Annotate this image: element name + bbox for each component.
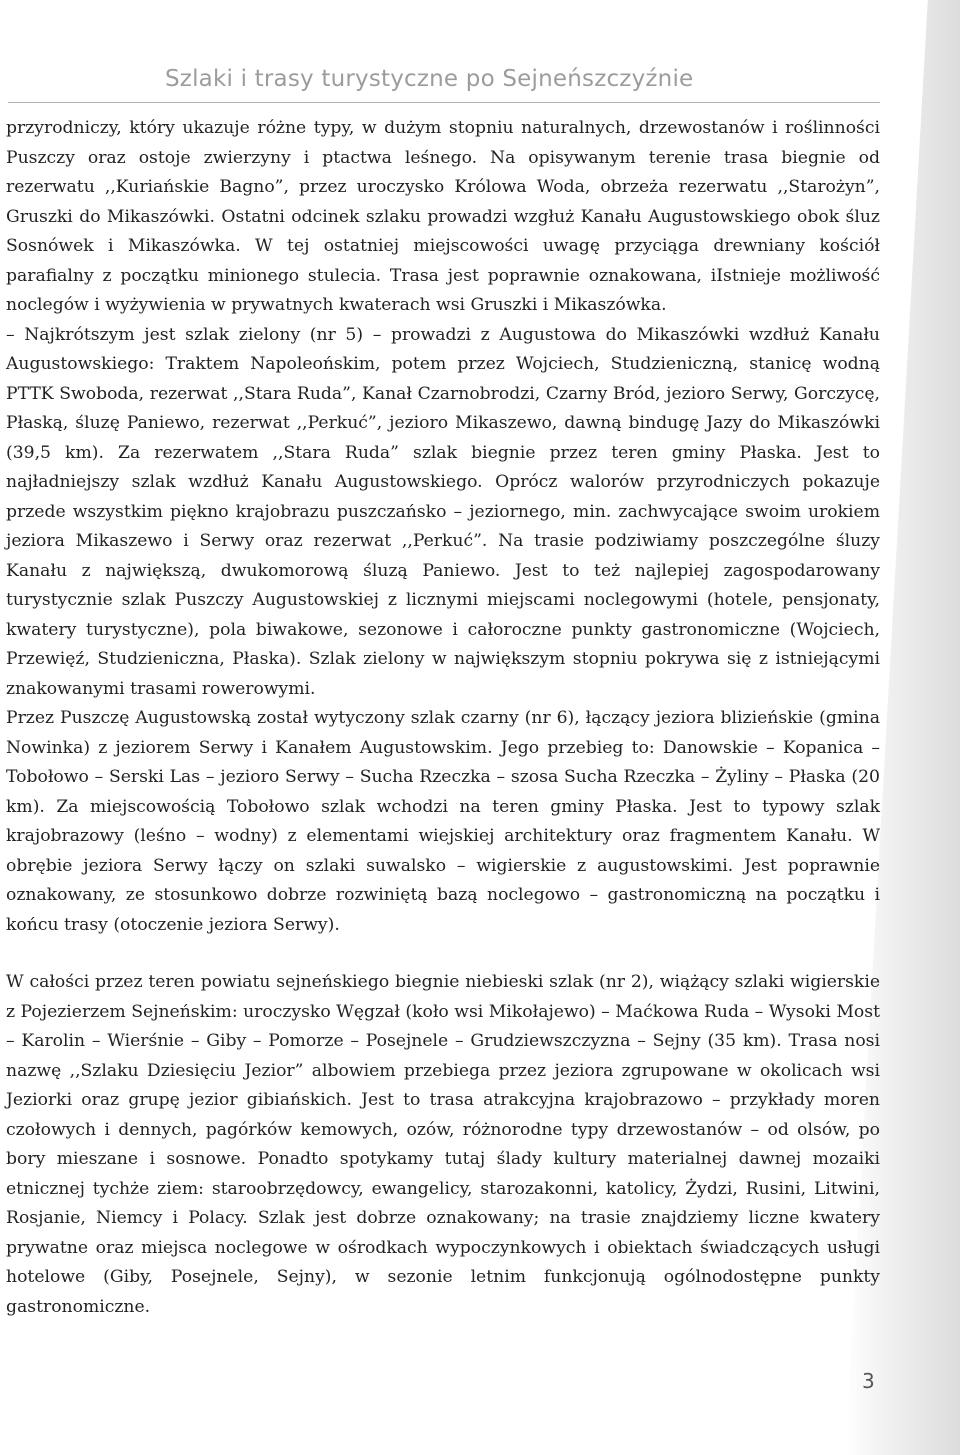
page-number: 3 [862,1369,875,1393]
running-header: Szlaki i trasy turystyczne po Sejneńszczyźnie [165,66,694,92]
body-text [6,114,880,1322]
paragraph-green-trail: – Najkrótszym jest szlak zielony (nr 5) – prowadzi z Augustowa do Mikaszówki wzdłuż Kanału Augustowskiego: Traktem Napoleońskim, potem przez Wojciech, Studzieniczną, stanicę wodną PTTK Swoboda, rezerwat ,,Stara Ruda”, Kanał Czarnobrodzi, Czarny Bród, jezioro Serwy, Gorczycę, Płaską, śluzę Paniewo, rezerwat ,,Perkuć”, jezioro Mikaszewo, dawną bindugę Jazy do Mikaszówki (39,5 km). Za rezerwatem ,,Stara Ruda” szlak biegnie przez teren gminy Płaska. Jest to najładniejszy szlak wzdłuż Kanału Augustowskiego. Oprócz walorów przyrodniczych pokazuje przede wszystkim piękno krajobrazu puszczańsko – jeziornego, min. zachwycające swoim urokiem jeziora Mikaszewo i Serwy oraz rezerwat ,,Perkuć”. Na trasie podziwiamy poszczególne śluzy Kanału z największą, dwukomorową śluzą Paniewo. Jest to też najlepiej zagospodarowany turystycznie szlak Puszczy Augustowskiej z licznymi miejscami noclegowymi (hotele, pensjonaty, kwatery turystyczne), pola biwakowe, sezonowe i całoroczne punkty gastronomiczne (Wojciech, Przewięź, Studzieniczna, Płaska). Szlak zielony w największym stopniu pokrywa się z istniejącymi znakowanymi trasami rowerowymi. [6,324,880,699]
header-divider [8,102,880,103]
paragraph-black-trail: Przez Puszczę Augustowską został wytyczony szlak czarny (nr 6), łączący jeziora blizieńskie (gmina Nowinka) z jeziorem Serwy i Kanałem Augustowskim. Jego przebieg to: Danowskie – Kopanica – Tobołowo – Serski Las – jezioro Serwy – Sucha Rzeczka – szosa Sucha Rzeczka – Żyliny – Płaska (20 km). Za miejscowością Tobołowo szlak wchodzi na teren gminy Płaska. Jest to typowy szlak krajobrazowy (leśno – wodny) z elementami wiejskiej architektury oraz fragmentem Kanału. W obrębie jeziora Serwy łączy on szlaki suwalsko – wigierskie z augustowskimi. Jest poprawnie oznakowany, ze stosunkowo dobrze rozwiniętą bazą noclegowo – gastronomiczną na początku i końcu trasy (otoczenie jeziora Serwy). [6,708,880,935]
paragraph-intro: przyrodniczy, który ukazuje różne typy, w dużym stopniu naturalnych, drzewostanów i roślinności Puszczy oraz ostoje zwierzyny i ptactwa leśnego. Na opisywanym terenie trasa biegnie od rezerwatu ,,Kuriańskie Bagno”, przez uroczysko Królowa Woda, obrzeża rezerwatu ,,Starożyn”, Gruszki do Mikaszówki. Ostatni odcinek szlaku prowadzi wzgłuż Kanału Augustowskiego obok śluz Sosnówek i Mikaszówka. W tej ostatniej miejscowości uwagę przyciąga drewniany kościół parafialny z początku minionego stulecia. Trasa jest poprawnie oznakowana, iIstnieje możliwość noclegów i wyżywienia w prywatnych kwaterach wsi Gruszki i Mikaszówka. [6,118,880,315]
paragraph-blue-trail: W całości przez teren powiatu sejneńskiego biegnie niebieski szlak (nr 2), wiążący szlaki wigierskie z Pojezierzem Sejneńskim: uroczysko Węgzał (koło wsi Mikołajewo) – Maćkowa Ruda – Wysoki Most – Karolin – Wierśnie – Giby – Pomorze – Posejnele – Grudziewszczyzna – Sejny (35 km). Trasa nosi nazwę ,,Szlaku Dziesięciu Jezior” albowiem przebiega przez jeziora zgrupowane w okolicach wsi Jeziorki oraz grupę jezior gibiańskich. Jest to trasa atrakcyjna krajobrazowo – przykłady moren czołowych i dennych, pagórków kemowych, ozów, różnorodne typy drzewostanów – od olsów, po bory mieszane i sosnowe. Ponadto spotykamy tutaj ślady kultury materialnej dawnej mozaiki etnicznej tychże ziem: staroobrzędowcy, ewangelicy, starozakonni, katolicy, Żydzi, Rusini, Litwini, Rosjanie, Niemcy i Polacy. Szlak jest dobrze oznakowany; na trasie znajdziemy liczne kwatery prywatne oraz miejsca noclegowe w ośrodkach wypoczynkowych i obiektach świadczących usługi hotelowe (Giby, Posejnele, Sejny), w sezonie letnim funkcjonują ogólnodostępne punkty gastronomiczne. [6,972,880,1317]
